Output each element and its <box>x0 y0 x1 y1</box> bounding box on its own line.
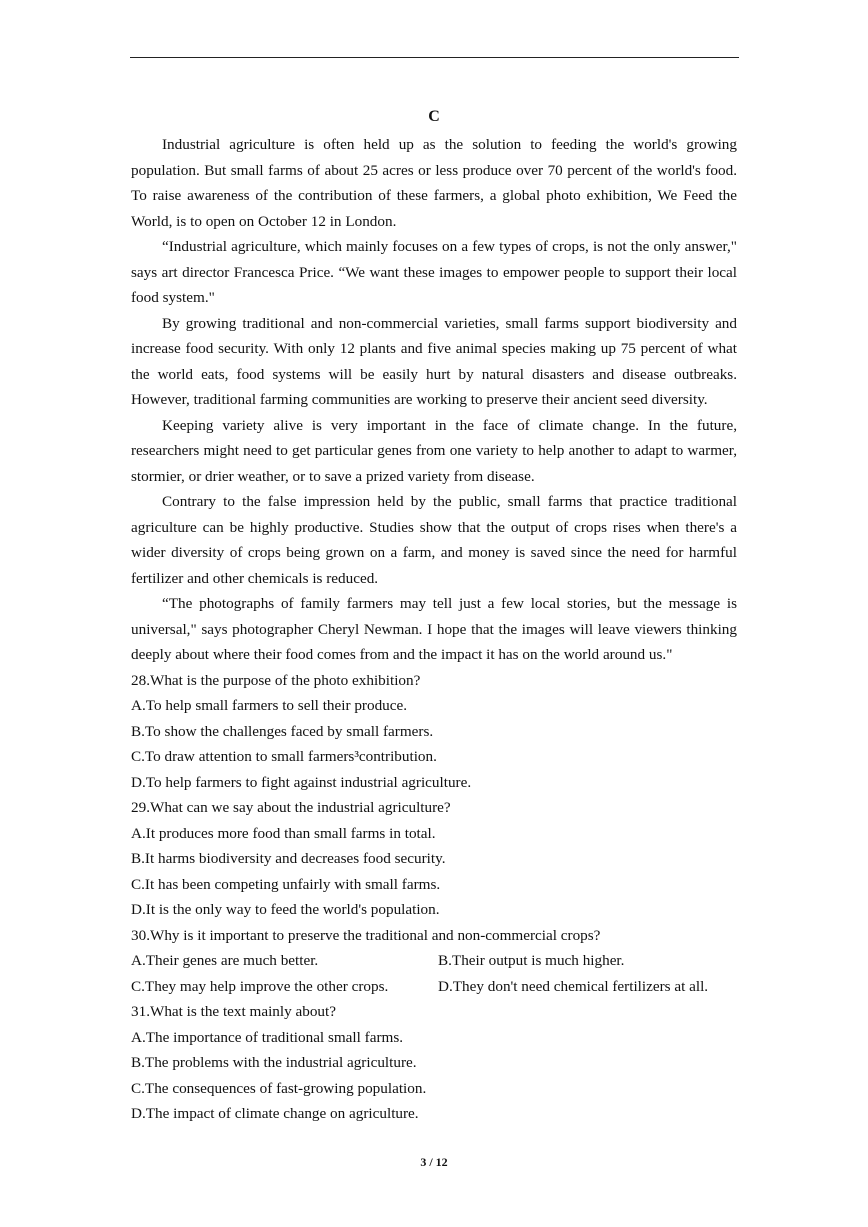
question-stem: 30.Why is it important to preserve the traditional and non-commercial crops? <box>131 926 601 944</box>
option-b: B.Their output is much higher. <box>438 952 625 969</box>
option-c: C.The consequences of fast-growing population. <box>131 1079 427 1097</box>
passage-content <box>131 132 737 1127</box>
option-b: B.To show the challenges faced by small farmers. <box>131 722 434 740</box>
option-a: A.Their genes are much better. <box>131 952 319 969</box>
question-28 <box>131 668 737 796</box>
option-row <box>131 974 737 1000</box>
question-30 <box>131 923 737 1000</box>
option-d: D.They don't need chemical fertilizers at all. <box>438 977 709 995</box>
paragraph-3: By growing traditional and non-commercial varieties, small farms support biodiversity and increase food security. With only 12 plants and five animal species making up 75 percent of what the world eats, food systems will be easily hurt by natural disasters and disease outbreaks. However, traditional farming communities are working to preserve their ancient seed diversity. <box>131 314 737 408</box>
option-a: A.To help small farmers to sell their produce. <box>131 697 408 714</box>
question-stem: 31.What is the text mainly about? <box>131 1003 336 1020</box>
option-a: A.It produces more food than small farms in total. <box>131 824 436 842</box>
option-d: D.To help farmers to fight against industrial agriculture. <box>131 773 472 791</box>
question-31 <box>131 999 737 1127</box>
paragraph-5: Contrary to the false impression held by the public, small farms that practice traditional agriculture can be highly productive. Studies show that the output of crops rises when there's a wider diversity of crops being grown on a farm, and money is saved since the need for harmful fertilizer and other chemicals is reduced. <box>131 493 737 587</box>
question-stem: 28.What is the purpose of the photo exhibition? <box>131 671 421 689</box>
paragraph-2: “Industrial agriculture, which mainly focuses on a few types of crops, is not the only answer," says art director Francesca Price. “We want these images to empower people to support their local food system." <box>131 238 737 306</box>
option-d: D.The impact of climate change on agriculture. <box>131 1105 419 1122</box>
paragraph-4: Keeping variety alive is very important in the face of climate change. In the future, researchers might need to get particular genes from one variety to help another to adapt to warmer, stormier, or drier weather, or to save a prized variety from disease. <box>131 416 737 485</box>
question-stem: 29.What can we say about the industrial agriculture? <box>131 799 451 816</box>
question-29 <box>131 795 737 923</box>
page-number: 3 / 12 <box>420 1155 448 1169</box>
option-row <box>131 948 737 974</box>
header-rule <box>130 57 739 58</box>
option-b: B.The problems with the industrial agriculture. <box>131 1054 417 1071</box>
option-c: C.It has been competing unfairly with small farms. <box>131 875 441 893</box>
option-a: A.The importance of traditional small farms. <box>131 1028 404 1046</box>
option-c: C.They may help improve the other crops. <box>131 977 389 995</box>
section-heading: C <box>428 108 440 125</box>
paragraph-1: Industrial agriculture is often held up as the solution to feeding the world's growing population. But small farms of about 25 acres or less produce over 70 percent of the world's food. To raise awareness of the contribution of these farmers, a global photo exhibition, We Feed the World, is to open on October 12 in London. <box>131 136 737 230</box>
paragraph-6: “The photographs of family farmers may tell just a few local stories, but the message is universal," says photographer Cheryl Newman. I hope that the images will leave viewers thinking deeply about where their food comes from and the impact it has on the world around us." <box>131 595 737 663</box>
option-b: B.It harms biodiversity and decreases food security. <box>131 850 446 867</box>
option-d: D.It is the only way to feed the world's population. <box>131 901 440 918</box>
option-c: C.To draw attention to small farmers³contribution. <box>131 748 437 765</box>
